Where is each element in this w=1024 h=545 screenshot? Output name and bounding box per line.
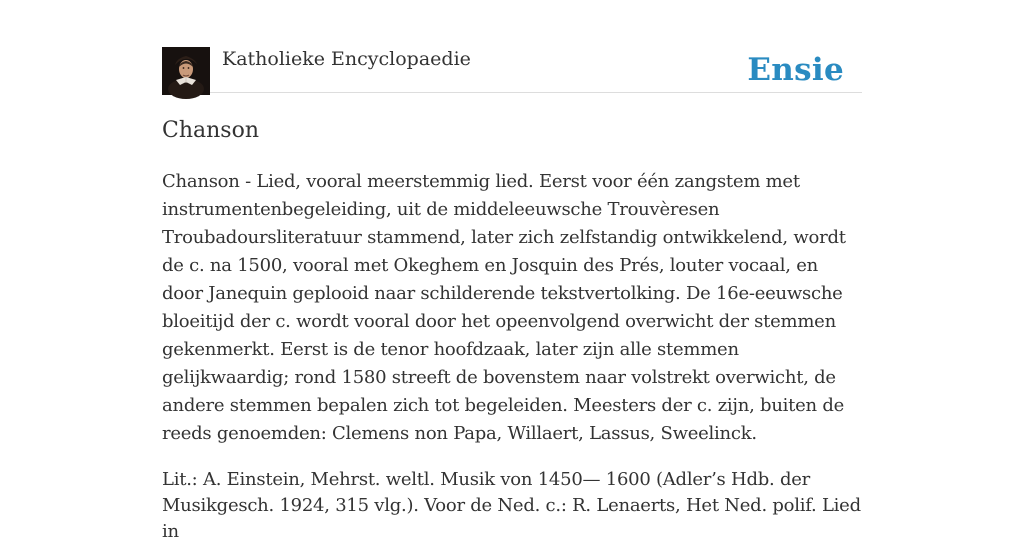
article-title: Chanson: [162, 118, 259, 143]
article-page: [162, 0, 862, 542]
portrait-icon: [162, 47, 210, 95]
article-literature: Lit.: A. Einstein, Mehrst. weltl. Musik von 1450— 1600 (Adler’s Hdb. der Musikgesch. 1924, 315 vlg.). Voor de Ned. c.: R. Lenaerts, Het Ned. polif. Lied in: [162, 469, 861, 542]
source-header: [162, 47, 862, 93]
source-name[interactable]: Katholieke Encyclopaedie: [222, 48, 471, 70]
article-body: Chanson - Lied, vooral meerstemmig lied. Eerst voor één zangstem met instrumentenbegeleiding, uit de middeleeuwsche Trouvèresen Troubadoursliteratuur stammend, later zich zelfstandig ontwikkelend, wordt de c. na 1500, vooral met Okeghem en Josquin des Prés, louter vocaal, en door Janequin geplooid naar schilderende tekstvertolking. De 16e-eeuwsche bloeitijd der c. wordt vooral door het opeenvolgend overwicht der stemmen gekenmerkt. Eerst is de tenor hoofdzaak, later zijn alle stemmen gelijkwaardig; rond 1580 streeft de bovenstem naar volstrekt overwicht, de andere stemmen bepalen zich tot begeleiden. Meesters der c. zijn, buiten de reeds genoemden: Clemens non Papa, Willaert, Lassus, Sweelinck.: [162, 171, 846, 444]
ensie-logo[interactable]: Ensie: [747, 52, 844, 88]
source-avatar[interactable]: [162, 47, 210, 95]
